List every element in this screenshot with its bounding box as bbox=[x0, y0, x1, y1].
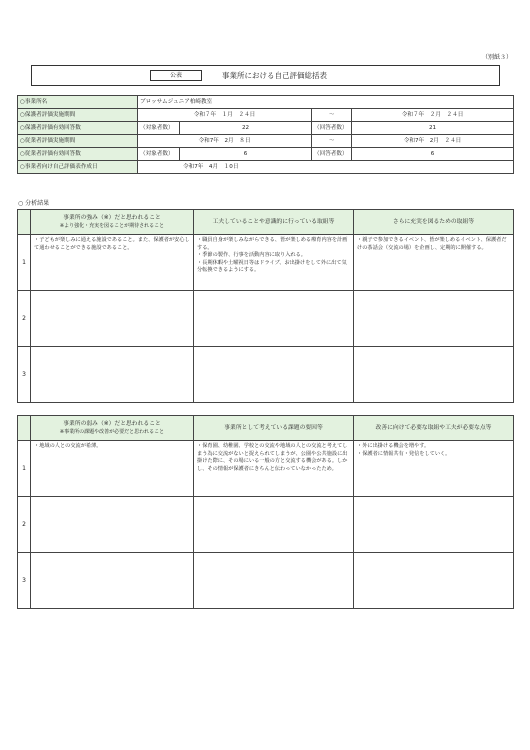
weaknesses-col1-header bbox=[31, 416, 194, 441]
appendix-tag: （別紙３） bbox=[481, 54, 512, 61]
staff-resp-count: 6 bbox=[352, 148, 514, 161]
row-number: 3 bbox=[18, 347, 31, 403]
effort-text: ・職員自身が楽しみながらできる、皆が楽しめる療育内容を計画する。 bbox=[197, 237, 348, 251]
cause-cell bbox=[194, 553, 354, 609]
table-row bbox=[18, 553, 514, 609]
table-row bbox=[18, 291, 514, 347]
row-number: 3 bbox=[18, 553, 31, 609]
strength-cell bbox=[31, 235, 194, 291]
table-row bbox=[18, 235, 514, 291]
cause-cell bbox=[194, 441, 354, 497]
weakness-cell bbox=[31, 497, 194, 553]
row-number: 1 bbox=[18, 235, 31, 291]
guardian-period-row bbox=[18, 109, 514, 122]
guardian-counts-row bbox=[18, 122, 514, 135]
staff-target-label: （対象者数） bbox=[138, 148, 180, 161]
staff-period-row bbox=[18, 135, 514, 148]
guardian-counts-label: ○保護者評価有効回答数 bbox=[18, 122, 138, 135]
improvement-cell bbox=[354, 553, 514, 609]
guardian-period-start: 令和７年 １月 ２４日 bbox=[138, 109, 312, 122]
guardian-period-sep: ～ bbox=[312, 109, 352, 122]
staff-target-count: 6 bbox=[180, 148, 312, 161]
improvement-cell bbox=[354, 497, 514, 553]
strengths-header-row bbox=[18, 210, 514, 235]
weaknesses-num-header bbox=[18, 416, 31, 441]
strengths-table bbox=[17, 209, 514, 403]
cause-cell bbox=[194, 497, 354, 553]
improvement-text: ・保護者に情報共有・発信をしていく。 bbox=[357, 450, 451, 457]
weaknesses-col3-header: 改善に向けて必要な取組や工夫が必要な点等 bbox=[354, 416, 514, 441]
page-title: 事業所における自己評価総括表 bbox=[222, 71, 327, 80]
staff-period-label: ○従業者評価実施期間 bbox=[18, 135, 138, 148]
weaknesses-table bbox=[17, 415, 514, 609]
table-row bbox=[18, 497, 514, 553]
strengths-col3-header: さらに充実を図るための取組等 bbox=[354, 210, 514, 235]
staff-period-end: 令和7年 2月 ２４日 bbox=[352, 135, 514, 148]
effort-text: ・長期休暇や土曜祝日等はドライブ、お出掛けをして外に出て気分転換できるようにする。 bbox=[197, 259, 347, 273]
row-number: 2 bbox=[18, 497, 31, 553]
analysis-section-label: ○ 分析結果 bbox=[18, 200, 50, 207]
weaknesses-col1-note: ※事業所の課題や改善が必要だと思われること bbox=[59, 429, 165, 435]
improvement-text: ・外に出掛ける機会を増やす。 bbox=[357, 443, 430, 449]
strength-cell bbox=[31, 347, 194, 403]
title-box bbox=[31, 65, 500, 86]
guardian-period-label: ○保護者評価実施期間 bbox=[18, 109, 138, 122]
strengths-col2-header: 工夫していることや意識的に行っている取組等 bbox=[194, 210, 354, 235]
row-number: 1 bbox=[18, 441, 31, 497]
report-date-value: 令和7年 4月 １0日 bbox=[138, 161, 514, 174]
guardian-target-label: （対象者数） bbox=[138, 122, 180, 135]
weakness-cell bbox=[31, 553, 194, 609]
strengths-num-header bbox=[18, 210, 31, 235]
enhancement-text: ・親子で参加できるイベント、皆が楽しめるイベント、保護者だけの茶話会（交流の場）を企画し、定期的に開催する。 bbox=[357, 237, 507, 251]
staff-period-start: 令和7年 2月 ８日 bbox=[138, 135, 312, 148]
staff-period-sep: ～ bbox=[312, 135, 352, 148]
weaknesses-col2-header: 事業所として考えている課題の要因等 bbox=[194, 416, 354, 441]
facility-row bbox=[18, 96, 514, 109]
report-date-row bbox=[18, 161, 514, 174]
weakness-text: ・地域の人との交流が希薄。 bbox=[34, 443, 102, 449]
info-table bbox=[17, 95, 514, 174]
staff-resp-label: （回答者数） bbox=[312, 148, 352, 161]
public-label: 公表 bbox=[150, 70, 202, 81]
table-row bbox=[18, 441, 514, 497]
table-row bbox=[18, 347, 514, 403]
cause-text: ・保育園、幼稚園、学校との交流や地域の人との交流と考えてしまう為に交流がないと捉えられてしまうが、公園や公共施設に出掛けた際に、その場にいる一般の方と交流する機会がある。しかし、その情報が保護者にきちんと伝わっていなかったため。 bbox=[197, 443, 348, 472]
weaknesses-col1-title: 事業所の弱み（※）だと思われること bbox=[63, 421, 161, 427]
strengths-col1-title: 事業所の強み（※）だと思われること bbox=[63, 215, 161, 221]
strengths-col1-note: ※より強化・充実を図ることが期待されること bbox=[59, 223, 165, 229]
effort-text: ・季節の製作、行事を活動内容に取り入れる。 bbox=[197, 252, 306, 258]
row-number: 2 bbox=[18, 291, 31, 347]
enhancement-cell bbox=[354, 347, 514, 403]
guardian-resp-label: （回答者数） bbox=[312, 122, 352, 135]
enhancement-cell bbox=[354, 291, 514, 347]
report-date-label: ○事業者向け自己評価表作成日 bbox=[18, 161, 138, 174]
weaknesses-header-row bbox=[18, 416, 514, 441]
weakness-cell bbox=[31, 441, 194, 497]
effort-cell bbox=[194, 347, 354, 403]
facility-name: ブロッサムジュニア柏崎教室 bbox=[138, 96, 514, 109]
guardian-target-count: 22 bbox=[180, 122, 312, 135]
staff-counts-row bbox=[18, 148, 514, 161]
enhancement-cell bbox=[354, 235, 514, 291]
guardian-period-end: 令和７年 ２月 ２４日 bbox=[352, 109, 514, 122]
effort-cell bbox=[194, 235, 354, 291]
effort-cell bbox=[194, 291, 354, 347]
strength-cell bbox=[31, 291, 194, 347]
improvement-cell bbox=[354, 441, 514, 497]
facility-label: ○事業所名 bbox=[18, 96, 138, 109]
strength-text: ・子どもが楽しみに通える施設であること。また、保護者が安心して通わせることができる施設であること。 bbox=[34, 237, 190, 251]
guardian-resp-count: 21 bbox=[352, 122, 514, 135]
staff-counts-label: ○従業者評価有効回答数 bbox=[18, 148, 138, 161]
strengths-col1-header bbox=[31, 210, 194, 235]
